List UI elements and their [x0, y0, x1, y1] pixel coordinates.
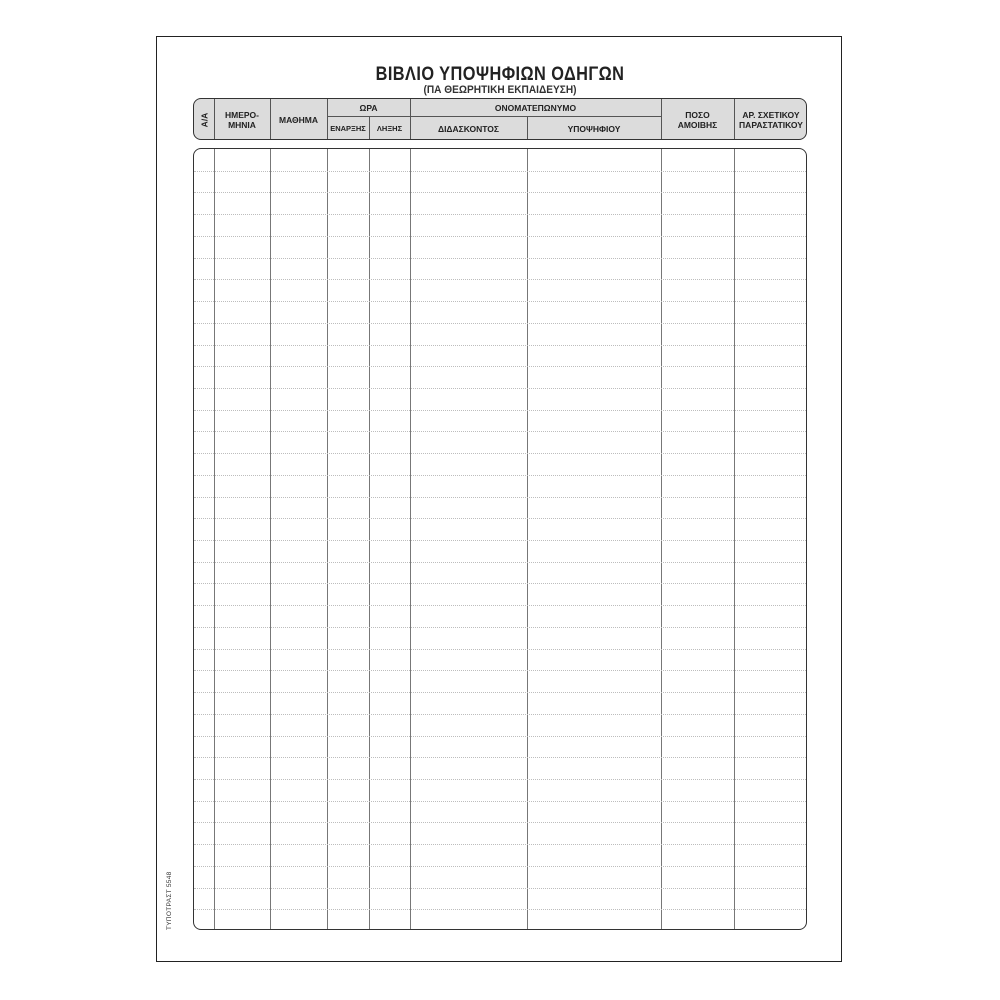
- header-lesson: ΜΑΘΗΜΑ: [279, 115, 318, 125]
- print-code: ΤΥΠΟΤΡΑΣΤ 5548: [166, 871, 173, 930]
- table-row: [194, 583, 806, 584]
- header-amount: ΠΟΣΟ ΑΜΟΙΒΗΣ: [677, 110, 718, 130]
- table-row: [194, 562, 806, 563]
- table-row: [194, 453, 806, 454]
- column-divider: [270, 149, 271, 929]
- header-name-candidate: ΥΠΟΨΗΦΙΟΥ: [567, 124, 621, 134]
- table-row: [194, 518, 806, 519]
- table-row: [194, 801, 806, 802]
- table-row: [194, 714, 806, 715]
- column-divider: [369, 149, 370, 929]
- header-aa: [194, 99, 214, 140]
- table-row: [194, 497, 806, 498]
- form-title: ΒΙΒΛΙΟ ΥΠΟΨΗΦΙΩΝ ΟΔΗΓΩΝ: [375, 64, 625, 85]
- table-row: [194, 214, 806, 215]
- column-divider: [410, 149, 411, 929]
- table-row: [194, 236, 806, 237]
- table-row: [194, 888, 806, 889]
- column-divider: [734, 149, 735, 929]
- table-row: [194, 279, 806, 280]
- table-row: [194, 736, 806, 737]
- header-time-start: ΕΝΑΡΞΗΣ: [330, 124, 366, 133]
- table-row: [194, 431, 806, 432]
- header-aa-label: Α/Α: [198, 112, 209, 128]
- column-divider: [527, 149, 528, 929]
- column-divider: [661, 149, 662, 929]
- table-row: [194, 475, 806, 476]
- header-time-end: ΛΗΞΗΣ: [376, 124, 403, 133]
- table-row: [194, 692, 806, 693]
- header-name-group: ΟΝΟΜΑΤΕΠΩΝΥΜΟ: [494, 103, 577, 113]
- table-row: [194, 540, 806, 541]
- header-date: ΗΜΕΡΟ- ΜΗΝΙΑ: [225, 110, 259, 130]
- table-body: [193, 148, 807, 930]
- table-row: [194, 605, 806, 606]
- table-row: [194, 670, 806, 671]
- table-row: [194, 822, 806, 823]
- table-row: [194, 171, 806, 172]
- table-row: [194, 192, 806, 193]
- table-row: [194, 866, 806, 867]
- table-row: [194, 779, 806, 780]
- table-row: [194, 627, 806, 628]
- table-row: [194, 388, 806, 389]
- table-row: [194, 757, 806, 758]
- table-row: [194, 345, 806, 346]
- table-row: [194, 366, 806, 367]
- header-receipt: ΑΡ. ΣΧΕΤΙΚΟΥ ΠΑΡΑΣΤΑΤΙΚΟΥ: [739, 110, 803, 130]
- column-divider: [327, 149, 328, 929]
- table-row: [194, 649, 806, 650]
- table-row: [194, 909, 806, 910]
- form-subtitle: (ΠΑ ΘΕΩΡΗΤΙΚΗ ΕΚΠΑΙΔΕΥΣΗ): [423, 84, 577, 96]
- table-row: [194, 301, 806, 302]
- header-name-instructor: ΔΙΔΑΣΚΟΝΤΟΣ: [437, 124, 500, 134]
- table-row: [194, 323, 806, 324]
- table-row: [194, 844, 806, 845]
- header-time-group: ΩΡΑ: [359, 103, 378, 113]
- table-row: [194, 410, 806, 411]
- column-divider: [214, 149, 215, 929]
- table-header: [193, 98, 807, 140]
- table-row: [194, 258, 806, 259]
